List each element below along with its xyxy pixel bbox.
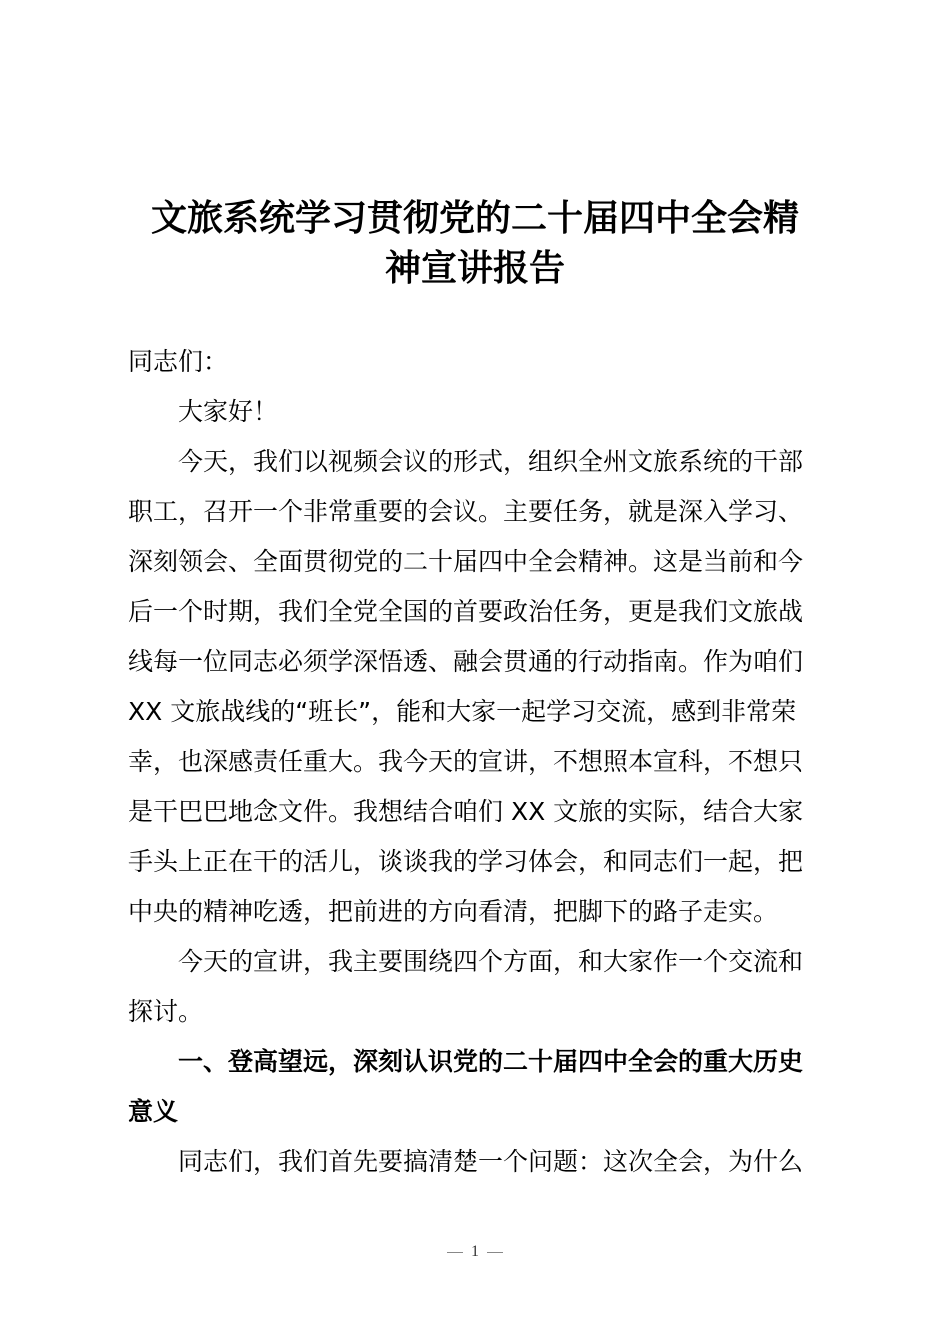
- body-line: 职工，召开一个非常重要的会议。主要任务，就是深入学习、: [128, 497, 804, 526]
- section-heading-line-2: 意义: [128, 1097, 179, 1126]
- document-title-line-2: 神宣讲报告: [384, 248, 565, 289]
- body-line: XX 文旅战线的“班长”，能和大家一起学习交流，感到非常荣: [128, 697, 797, 726]
- body-line: 幸，也深感责任重大。我今天的宣讲，不想照本宣科，不想只: [128, 747, 804, 776]
- body-line: 今天的宣讲，我主要围绕四个方面，和大家作一个交流和: [178, 947, 804, 976]
- footer-dash-left: [447, 1252, 463, 1253]
- body-line: 中央的精神吃透，把前进的方向看清，把脚下的路子走实。: [128, 897, 779, 926]
- footer-dash-right: [487, 1252, 503, 1253]
- body-line: 后一个时期，我们全党全国的首要政治任务，更是我们文旅战: [128, 597, 804, 626]
- body-line: 大家好！: [178, 397, 279, 426]
- body-line: 深刻领会、全面贯彻党的二十届四中全会精神。这是当前和今: [128, 547, 804, 576]
- document-title-line-1: 文旅系统学习贯彻党的二十届四中全会精: [150, 198, 799, 239]
- body-line: 线每一位同志必须学深悟透、融会贯通的行动指南。作为咱们: [128, 647, 804, 676]
- body-line: 手头上正在干的活儿，谈谈我的学习体会，和同志们一起，把: [128, 847, 804, 876]
- section-heading-line-1: 一、登高望远，深刻认识党的二十届四中全会的重大历史: [178, 1047, 804, 1076]
- body-line: 探讨。: [128, 997, 204, 1026]
- page-number: 1: [471, 1243, 479, 1260]
- body-line: 同志们，我们首先要搞清楚一个问题：这次全会，为什么: [178, 1147, 804, 1176]
- salutation: 同志们：: [128, 347, 229, 376]
- body-line: 是干巴巴地念文件。我想结合咱们 XX 文旅的实际，结合大家: [128, 797, 804, 826]
- body-line: 今天，我们以视频会议的形式，组织全州文旅系统的干部: [178, 447, 804, 476]
- page-footer: [0, 1243, 950, 1261]
